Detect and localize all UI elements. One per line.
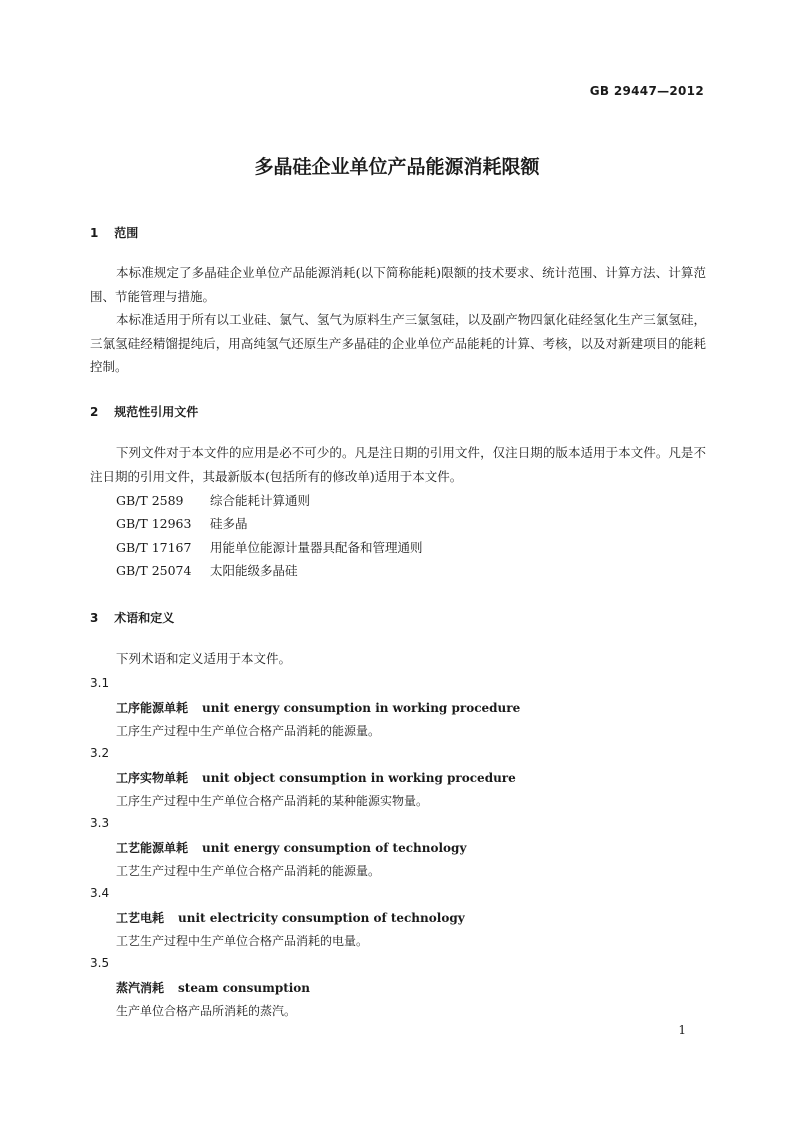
term-zh: 工艺能源单耗 bbox=[116, 841, 189, 855]
term-number: 3.3 bbox=[90, 816, 110, 830]
refs-intro: 下列文件对于本文件的应用是必不可少的。凡是注日期的引用文件，仅注日期的版本适用于本文件。凡是不注日期的引用文件，其最新版本(包括所有的修改单)适用于本文件。 bbox=[90, 445, 706, 484]
scope-paragraph-1: 本标准规定了多晶硅企业单位产品能源消耗(以下简称能耗)限额的技术要求、统计范围、计算方法、计算范围、节能管理与措施。 bbox=[90, 265, 706, 304]
ref-code: GB/T 25074 bbox=[116, 563, 192, 578]
scope-paragraph-2: 本标准适用于所有以工业硅、氯气、氢气为原料生产三氯氢硅，以及副产物四氯化硅经氢化生产三氯氢硅，三氯氢硅经精馏提纯后，用高纯氢气还原生产多晶硅的企业单位产品能耗的计算、考核，以及对新建项目的能耗控制。 bbox=[90, 312, 706, 374]
section-title: 术语和定义 bbox=[114, 611, 175, 625]
section-title: 范围 bbox=[114, 226, 139, 240]
ref-item bbox=[116, 512, 248, 536]
ref-item bbox=[116, 536, 423, 560]
term-definition: 工序生产过程中生产单位合格产品消耗的某种能源实物量。 bbox=[116, 794, 429, 808]
terms-intro: 下列术语和定义适用于本文件。 bbox=[116, 651, 292, 666]
term-en: unit energy consumption of technology bbox=[202, 841, 467, 855]
ref-code: GB/T 12963 bbox=[116, 516, 192, 531]
term-heading bbox=[116, 699, 520, 716]
document-title: 多晶硅企业单位产品能源消耗限额 bbox=[254, 156, 540, 178]
term-heading bbox=[116, 979, 310, 996]
section-number: 1 bbox=[90, 226, 99, 240]
term-en: unit electricity consumption of technology bbox=[178, 911, 465, 925]
term-zh: 工艺电耗 bbox=[116, 911, 165, 925]
standard-number: GB 29447—2012 bbox=[589, 84, 704, 98]
term-zh: 蒸汽消耗 bbox=[116, 981, 165, 995]
term-zh: 工序能源单耗 bbox=[116, 701, 189, 715]
term-number: 3.1 bbox=[90, 676, 110, 690]
term-definition: 工序生产过程中生产单位合格产品消耗的能源量。 bbox=[116, 724, 381, 738]
section-number: 2 bbox=[90, 405, 99, 419]
term-en: unit object consumption in working procedure bbox=[202, 771, 516, 785]
ref-title: 硅多晶 bbox=[209, 516, 248, 531]
term-number: 3.5 bbox=[90, 956, 110, 970]
term-heading bbox=[116, 769, 516, 786]
term-heading bbox=[116, 909, 465, 926]
ref-title: 太阳能级多晶硅 bbox=[209, 563, 298, 578]
ref-item bbox=[116, 489, 310, 513]
ref-item bbox=[116, 559, 298, 583]
section-3-heading bbox=[90, 609, 174, 626]
ref-title: 综合能耗计算通则 bbox=[209, 493, 310, 508]
page-number: 1 bbox=[678, 1023, 686, 1037]
section-1-heading bbox=[90, 224, 138, 241]
term-definition: 生产单位合格产品所消耗的蒸汽。 bbox=[116, 1004, 297, 1018]
term-definition: 工艺生产过程中生产单位合格产品消耗的能源量。 bbox=[116, 864, 381, 878]
ref-code: GB/T 2589 bbox=[116, 493, 184, 508]
section-2-heading bbox=[90, 403, 198, 420]
term-definition: 工艺生产过程中生产单位合格产品消耗的电量。 bbox=[116, 934, 369, 948]
term-number: 3.2 bbox=[90, 746, 110, 760]
term-number: 3.4 bbox=[90, 886, 110, 900]
ref-code: GB/T 17167 bbox=[116, 540, 192, 555]
term-en: unit energy consumption in working procedure bbox=[202, 701, 521, 715]
ref-title: 用能单位能源计量器具配备和管理通则 bbox=[209, 540, 423, 555]
term-heading bbox=[116, 839, 466, 856]
section-number: 3 bbox=[90, 611, 99, 625]
term-zh: 工序实物单耗 bbox=[116, 771, 189, 785]
term-en: steam consumption bbox=[178, 981, 311, 995]
section-title: 规范性引用文件 bbox=[114, 405, 199, 419]
